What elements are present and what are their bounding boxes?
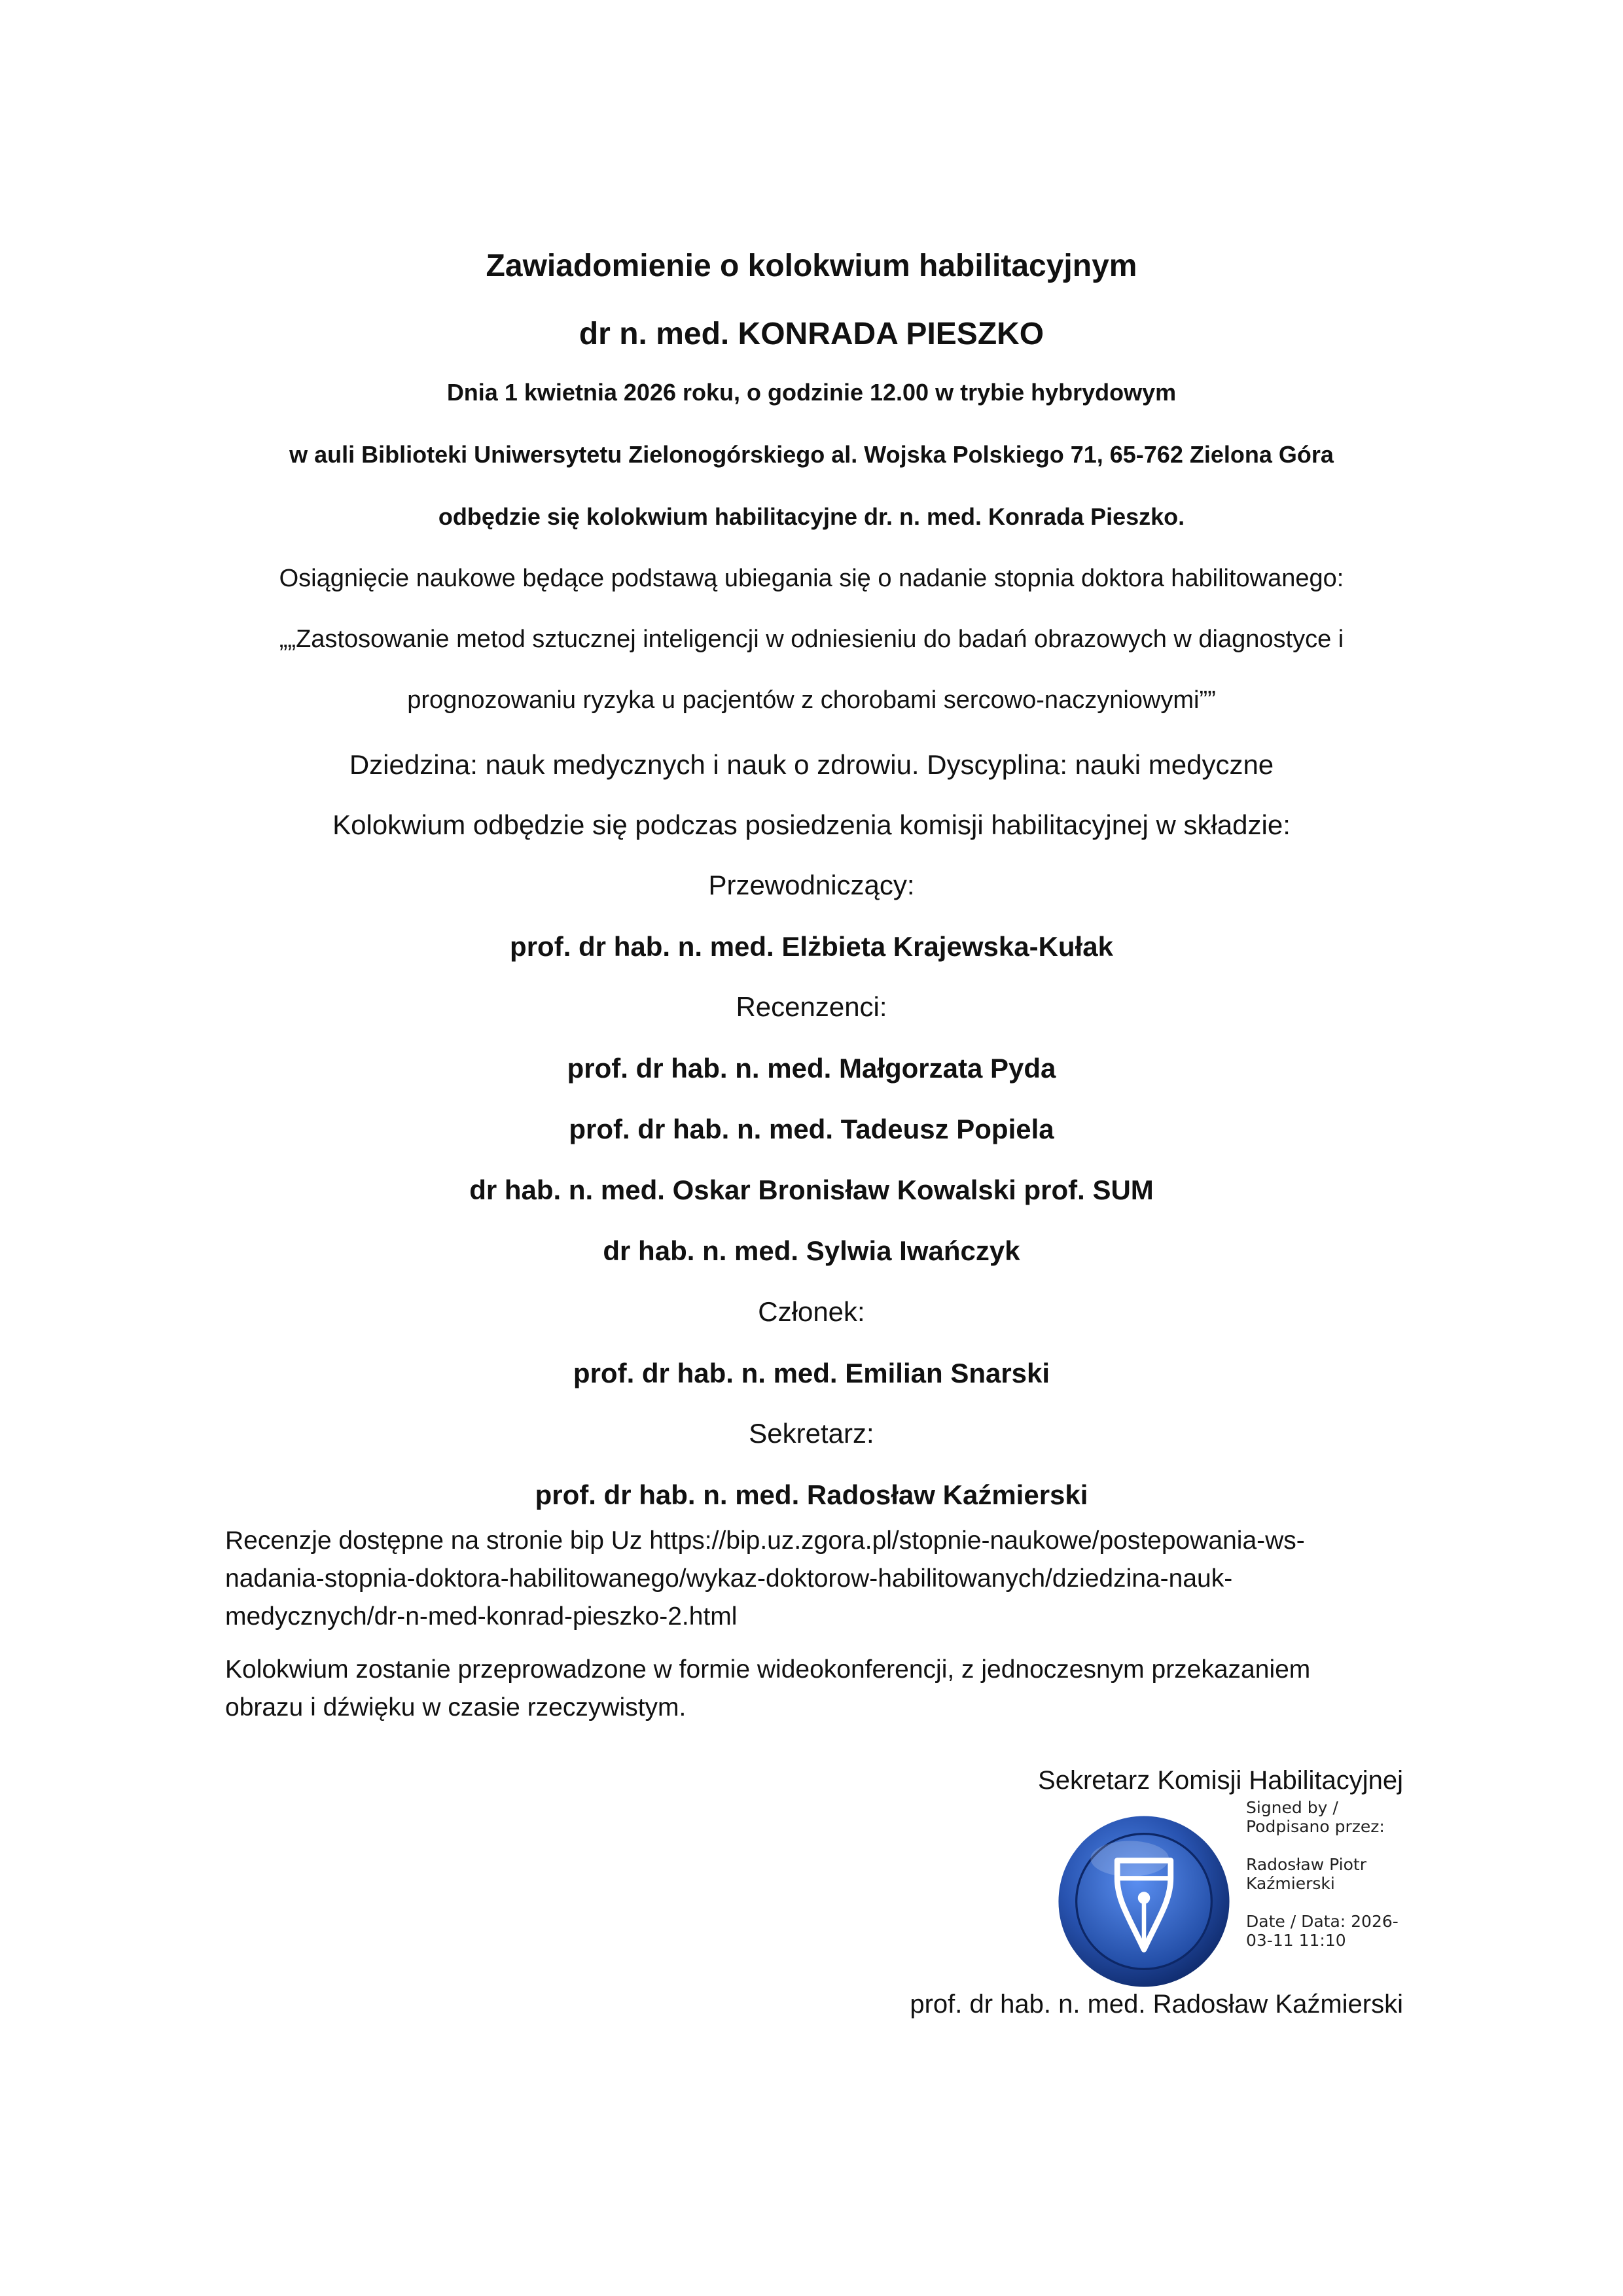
chair-label: Przewodniczący: — [708, 870, 915, 900]
notice-title: Zawiadomienie o kolokwium habilitacyjnym — [486, 249, 1137, 283]
achievement-intro: Osiągnięcie naukowe będące podstawą ubiegania się o nadanie stopnia doktora habilitowanego: — [279, 565, 1344, 592]
signer-name: Radosław Piotr — [1246, 1855, 1366, 1874]
signature-details — [1246, 1798, 1410, 1950]
signature-date: Date / Data: 2026- — [1246, 1912, 1399, 1931]
reviewer-name: dr hab. n. med. Sylwia Iwańczyk — [603, 1235, 1020, 1266]
fountain-pen-nib-icon — [1055, 1812, 1233, 1990]
chair-name: prof. dr hab. n. med. Elżbieta Krajewska-Kułak — [510, 931, 1113, 962]
reviews-note-line: nadania-stopnia-doktora-habilitowanego/wykaz-doktorow-habilitowanych/dziedzina-nauk- — [225, 1564, 1233, 1593]
committee-intro: Kolokwium odbędzie się podczas posiedzenia komisji habilitacyjnej w składzie: — [332, 809, 1291, 840]
signed-by-label: Podpisano przez: — [1246, 1817, 1385, 1836]
signer-name: Kaźmierski — [1246, 1874, 1335, 1893]
signatory-role: Sekretarz Komisji Habilitacyjnej — [1038, 1766, 1403, 1795]
member-label: Członek: — [758, 1296, 865, 1327]
secretary-label: Sekretarz: — [749, 1418, 874, 1449]
format-note-line: Kolokwium zostanie przeprowadzone w formie wideokonferencji, z jednoczesnym przekazaniem — [225, 1655, 1311, 1684]
reviewer-name: prof. dr hab. n. med. Małgorzata Pyda — [567, 1053, 1056, 1084]
reviewer-name: dr hab. n. med. Oskar Bronisław Kowalski prof. SUM — [469, 1174, 1154, 1205]
venue-line: w auli Biblioteki Uniwersytetu Zielonogórskiego al. Wojska Polskiego 71, 65-762 Zielona Góra — [289, 441, 1334, 468]
event-line: odbędzie się kolokwium habilitacyjne dr. n. med. Konrada Pieszko. — [438, 503, 1185, 530]
candidate-name: dr n. med. KONRADA PIESZKO — [579, 317, 1044, 351]
reviews-note — [225, 1522, 1403, 1636]
reviewer-name: prof. dr hab. n. med. Tadeusz Popiela — [569, 1114, 1054, 1144]
format-note-line: obrazu i dźwięku w czasie rzeczywistym. — [225, 1693, 687, 1722]
signatory-name: prof. dr hab. n. med. Radosław Kaźmierski — [910, 1990, 1403, 2019]
signed-by-label: Signed by / — [1246, 1798, 1338, 1817]
format-note — [225, 1651, 1403, 1727]
reviews-note-line: Recenzje dostępne na stronie bip Uz https://bip.uz.zgora.pl/stopnie-naukowe/postepowania-ws- — [225, 1527, 1305, 1555]
achievement-title-line-1: „„Zastosowanie metod sztucznej inteligencji w odniesieniu do badań obrazowych w diagnostyce i — [279, 626, 1344, 653]
digital-signature — [1055, 1798, 1408, 2001]
reviews-note-line: medycznych/dr-n-med-konrad-pieszko-2.html — [225, 1602, 738, 1631]
achievement-title-line-2: prognozowaniu ryzyka u pacjentów z chorobami sercowo-naczyniowymi”” — [407, 686, 1216, 714]
member-name: prof. dr hab. n. med. Emilian Snarski — [573, 1358, 1050, 1388]
field-discipline-line: Dziedzina: nauk medycznych i nauk o zdrowiu. Dyscyplina: nauki medyczne — [349, 749, 1274, 780]
secretary-name: prof. dr hab. n. med. Radosław Kaźmierski — [535, 1479, 1088, 1510]
date-line: Dnia 1 kwietnia 2026 roku, o godzinie 12.00 w trybie hybrydowym — [446, 379, 1177, 406]
signature-date: 03-11 11:10 — [1246, 1931, 1346, 1950]
reviewers-label: Recenzenci: — [736, 991, 887, 1022]
